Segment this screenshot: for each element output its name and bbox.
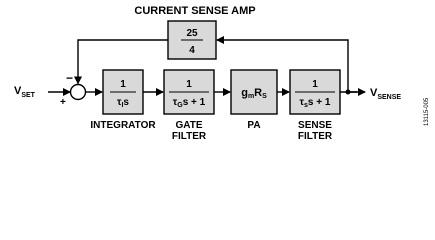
gate-numerator: 1 bbox=[186, 79, 192, 90]
summing-junction bbox=[71, 85, 86, 100]
current-sense-amp-title: CURRENT SENSE AMP bbox=[134, 5, 256, 17]
gate-label-line1: GATE bbox=[175, 120, 203, 131]
vsense-label: $V_{SENSE}$ bbox=[370, 87, 402, 101]
minus-sign: − bbox=[66, 71, 74, 85]
figure-id: 13115-005 bbox=[424, 97, 430, 126]
gate-denominator: $\tau_Gs + 1$ bbox=[172, 97, 206, 109]
sense-label-line2: FILTER bbox=[297, 131, 333, 142]
gate-label-line2: FILTER bbox=[171, 131, 207, 142]
csa-numerator: 25 bbox=[186, 28, 198, 39]
integrator-numerator: 1 bbox=[120, 79, 126, 90]
integrator-label: INTEGRATOR bbox=[90, 120, 156, 131]
plus-sign: + bbox=[60, 97, 66, 108]
sense-denominator: $\tau_ss + 1$ bbox=[299, 97, 331, 109]
vset-label: $V_{SET}$ bbox=[14, 85, 35, 99]
sense-label-line1: SENSE bbox=[298, 120, 332, 131]
pa-label: PA bbox=[247, 120, 261, 131]
pa-gain: gmRS bbox=[241, 87, 267, 100]
integrator-denominator: $\tau_Is$ bbox=[117, 97, 129, 109]
csa-denominator: 4 bbox=[189, 45, 195, 56]
sense-numerator: 1 bbox=[312, 79, 318, 90]
